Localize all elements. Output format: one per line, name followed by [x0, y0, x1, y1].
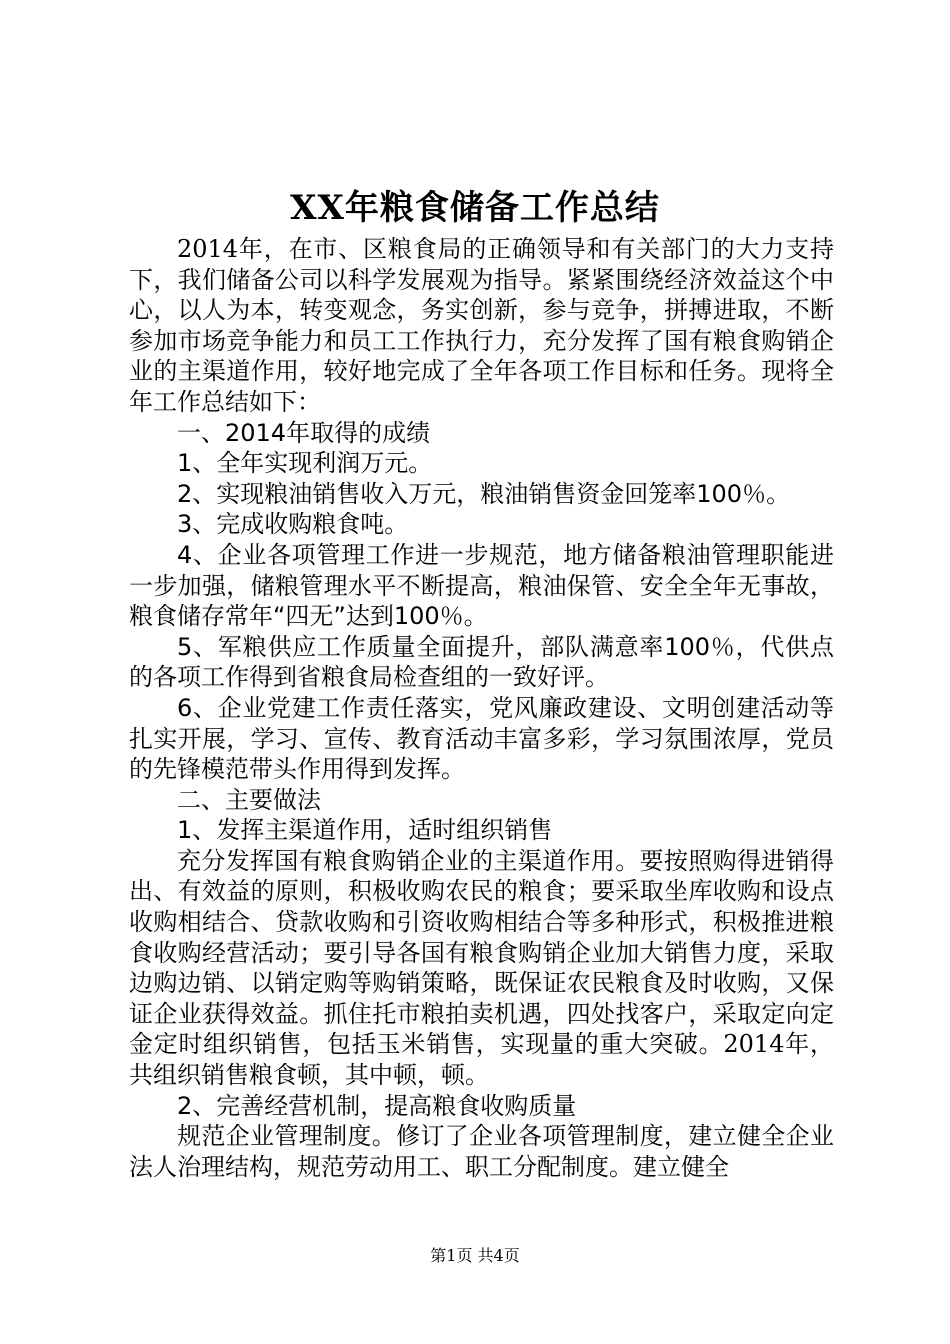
- document-body: [129, 234, 834, 1182]
- subsection-1-paragraph: 充分发挥国有粮食购销企业的主渠道作用。要按照购得进销得出、有效益的原则，积极收购农民的粮食；要采取坐库收购和设点收购相结合、贷款收购和引资收购相结合等多种形式，积极推进粮食收购经营活动；要引导各国有粮食购销企业加大销售力度，采取边购边销、以销定购等购销策略，既保证农民粮食及时收购，又保证企业获得效益。抓住托市粮拍卖机遇，四处找客户，采取定向定金定时组织销售，包括玉米销售，实现量的重大突破。2014年，共组织销售粮食顿，其中顿，顿。: [129, 846, 834, 1090]
- section-heading-achievements: 一、2014年取得的成绩: [177, 418, 431, 447]
- subsection-heading-2: 2、完善经营机制，提高粮食收购质量: [177, 1091, 577, 1120]
- intro-paragraph: 2014年，在市、区粮食局的正确领导和有关部门的大力支持下，我们储备公司以科学发展观为指导。紧紧围绕经济效益这个中心，以人为本，转变观念，务实创新，参与竞争，拼搏进取，不断参加市场竞争能力和员工工作执行力，充分发挥了国有粮食购销企业的主渠道作用，较好地完成了全年各项工作目标和任务。现将全年工作总结如下：: [129, 235, 834, 416]
- list-item-5: 5、军粮供应工作质量全面提升，部队满意率100％，代供点的各项工作得到省粮食局检查组的一致好评。: [129, 632, 834, 692]
- list-item-6: 6、企业党建工作责任落实，党风廉政建设、文明创建活动等扎实开展，学习、宣传、教育活动丰富多彩，学习氛围浓厚，党员的先锋模范带头作用得到发挥。: [129, 693, 834, 784]
- list-item-1: 1、全年实现利润万元。: [177, 449, 433, 478]
- page-footer: 第1页 共4页: [430, 1246, 520, 1265]
- list-item-2: 2、实现粮油销售收入万元，粮油销售资金回笼率100％。: [177, 479, 791, 508]
- subsection-heading-1: 1、发挥主渠道作用，适时组织销售: [177, 816, 553, 845]
- list-item-3: 3、完成收购粮食吨。: [177, 510, 409, 539]
- section-heading-methods: 二、主要做法: [177, 785, 321, 814]
- document-title: XX年粮食储备工作总结: [290, 188, 660, 228]
- subsection-2-paragraph: 规范企业管理制度。修订了企业各项管理制度，建立健全企业法人治理结构，规范劳动用工、职工分配制度。建立健全: [129, 1122, 834, 1181]
- list-item-4: 4、企业各项管理工作进一步规范，地方储备粮油管理职能进一步加强，储粮管理水平不断提高，粮油保管、安全全年无事故，粮食储存常年“四无”达到100％。: [129, 540, 834, 631]
